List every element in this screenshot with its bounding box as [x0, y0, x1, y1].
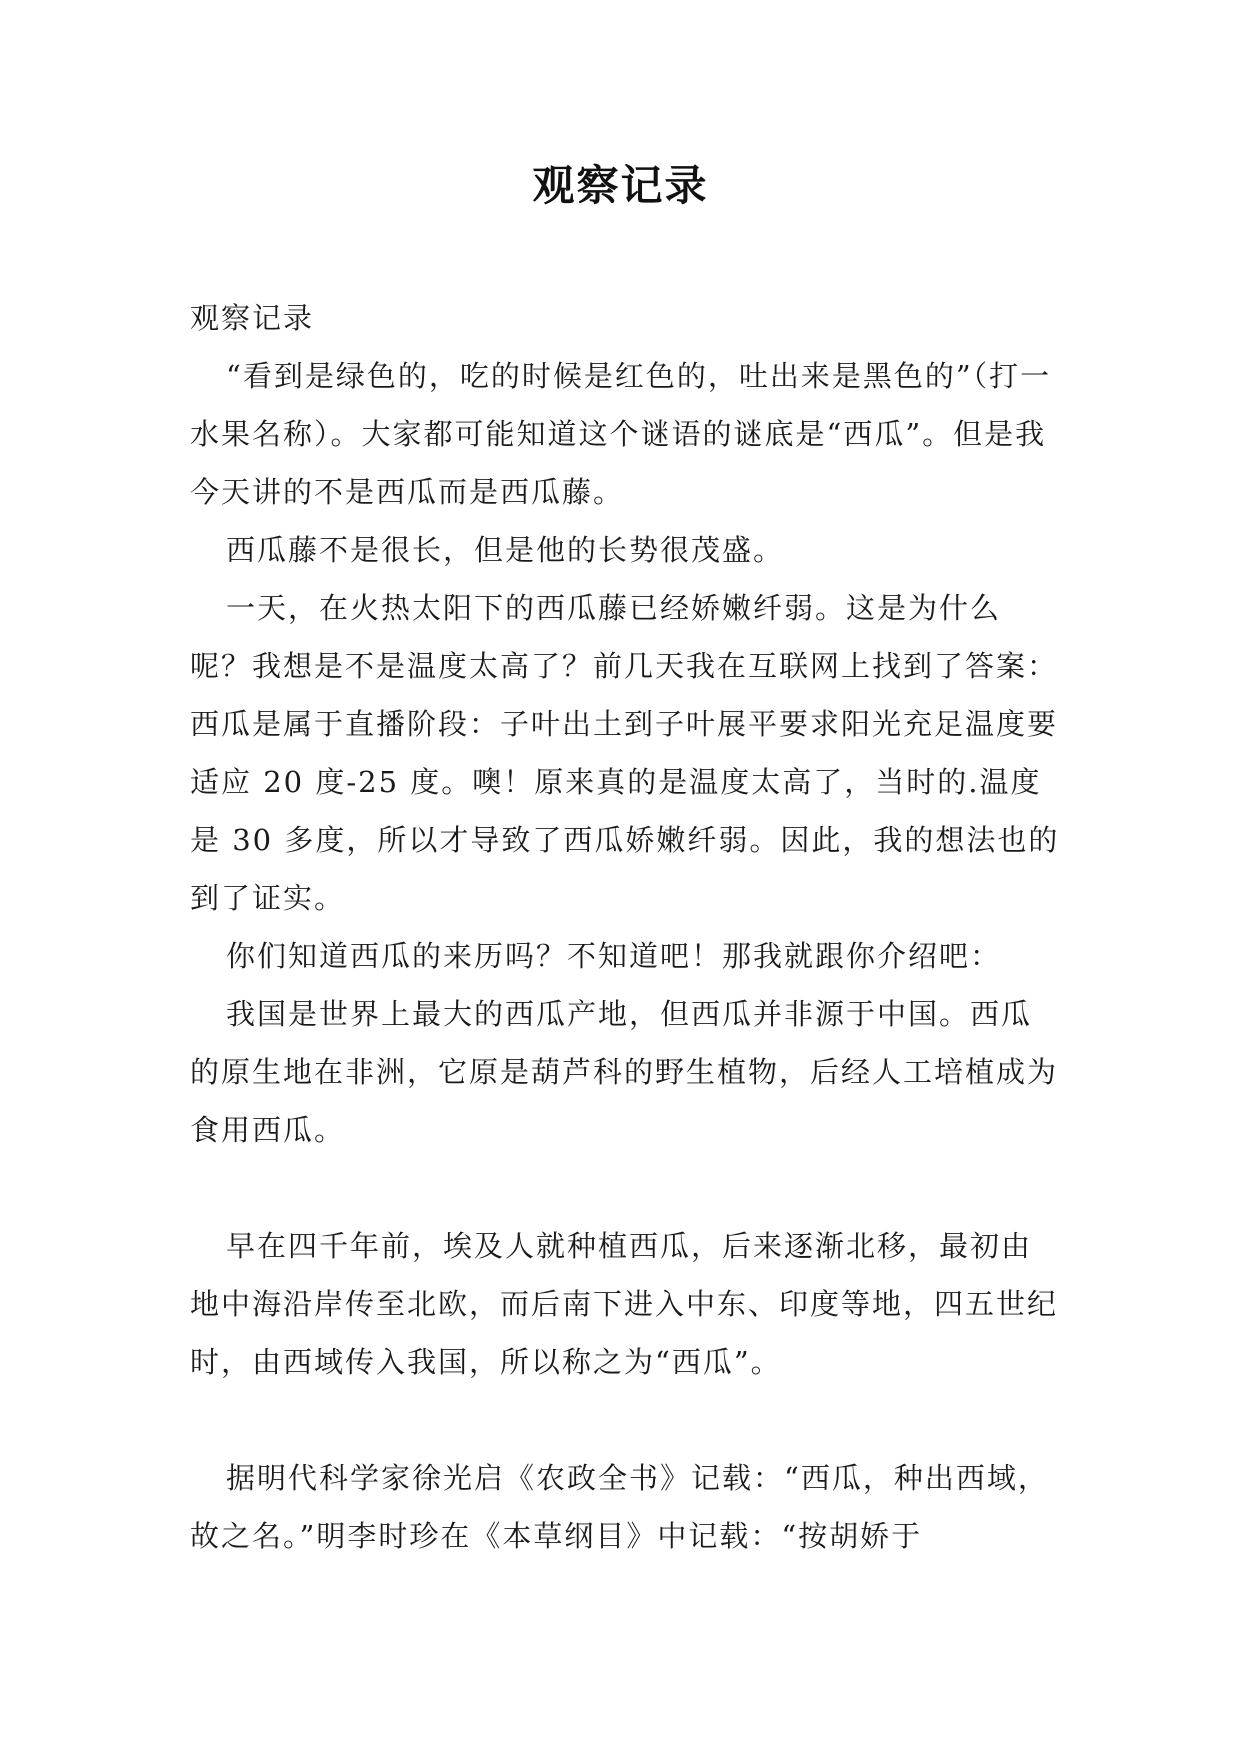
paragraph-temperature: 一天，在火热太阳下的西瓜藤已经娇嫩纤弱。这是为什么呢？我想是不是温度太高了？前几天我在互联网上找到了答案：西瓜是属于直播阶段：子叶出土到子叶展平要求阳光充足温度要适应 20 度-25 度。噢！原来真的是温度太高了，当时的.温度是 30 多度，所以才导致了西瓜娇嫩纤弱。因此，我的想法也的到了证实。 [190, 591, 1060, 915]
document-title: 观察记录 [532, 161, 709, 210]
paragraph-riddle: “看到是绿色的，吃的时候是红色的，吐出来是黑色的”（打一水果名称）。大家都可能知道这个谜语的谜底是“西瓜”。但是我今天讲的不是西瓜而是西瓜藤。 [190, 359, 1052, 509]
paragraph-origin-africa: 我国是世界上最大的西瓜产地，但西瓜并非源于中国。西瓜的原生地在非洲，它原是葫芦科的野生植物，后经人工培植成为食用西瓜。 [190, 997, 1059, 1147]
paragraph-spacer [190, 1159, 1060, 1217]
paragraph-origin-question: 你们知道西瓜的来历吗？不知道吧！那我就跟你介绍吧： [226, 939, 1002, 973]
paragraph-vine-growth: 西瓜藤不是很长，但是他的长势很茂盛。 [226, 533, 785, 567]
paragraph-spacer [190, 1391, 1060, 1449]
paragraph-records: 据明代科学家徐光启《农政全书》记载：“西瓜，种出西域，故之名。”明李时珍在《本草纲目》中记载：“按胡娇于 [190, 1461, 1049, 1553]
paragraph-history: 早在四千年前，埃及人就种植西瓜，后来逐渐北移，最初由地中海沿岸传至北欧，而后南下进入中东、印度等地，四五世纪时，由西域传入我国，所以称之为“西瓜”。 [190, 1229, 1059, 1379]
document-body [190, 289, 1060, 1565]
paragraph-subtitle: 观察记录 [190, 301, 315, 335]
